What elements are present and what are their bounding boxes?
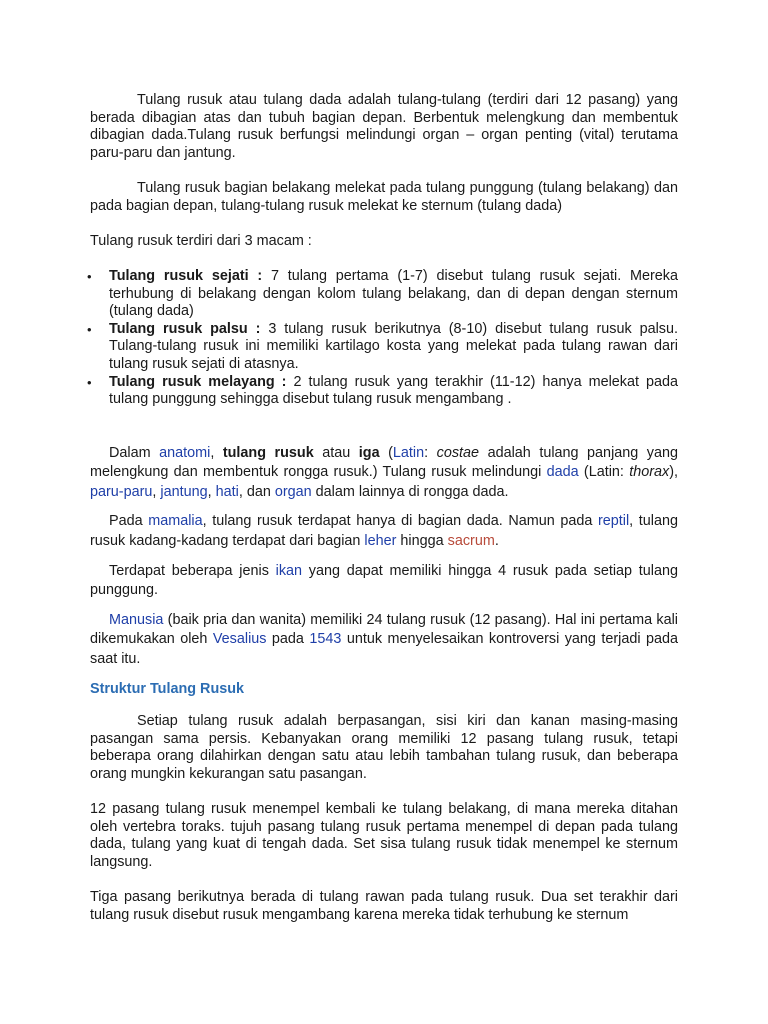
link-leher[interactable]: leher (364, 533, 397, 550)
wiki-paragraph-3: Terdapat beberapa jenis ikan yang dapat memiliki hingga 4 rusuk pada setiap tulang punggung. (90, 562, 678, 599)
section-heading: Struktur Tulang Rusuk (90, 680, 245, 697)
intro-paragraph-3: Tulang rusuk terdiri dari 3 macam : (90, 232, 312, 249)
link-jantung[interactable]: jantung (160, 483, 208, 500)
intro-paragraph-2: Tulang rusuk bagian belakang melekat pada tulang punggung (tulang belakang) dan pada bagian depan, tulang-tulang rusuk melekat ke sternum (tulang dada) (90, 179, 678, 214)
structure-paragraph-2: 12 pasang tulang rusuk menempel kembali ke tulang belakang, di mana mereka ditahan oleh vertebra toraks. tujuh pasang tulang rusuk pertama menempel di depan pada tulang dada, tulang yang kuat di tengah dada. Set sisa tulang rusuk tidak menempel ke sternum langsung. (90, 801, 678, 870)
list-term: Tulang rusuk sejati : (109, 267, 263, 284)
list-desc: 2 tulang rusuk yang terakhir (11-12) hanya melekat pada tulang punggung sehingga disebut tulang rusuk mengambang . (109, 373, 678, 408)
link-paru-paru[interactable]: paru-paru (90, 483, 153, 500)
wiki-paragraph-1: Dalam anatomi, tulang rusuk atau iga (Latin: costae adalah tulang panjang yang melengkung dan membentuk rongga rusuk.) Tulang rusuk melindungi dada (Latin: thorax), paru-paru, jantung, hati, dan organ dalam lainnya di rongga dada. (90, 444, 678, 500)
link-ikan[interactable]: ikan (275, 562, 303, 579)
rib-types-list (87, 267, 679, 409)
link-organ[interactable]: organ (274, 483, 312, 500)
bullet-icon: • (87, 268, 92, 284)
list-desc: 3 tulang rusuk berikutnya (8-10) disebut tulang rusuk palsu. Tulang-tulang rusuk ini memiliki kartilago kosta yang melekat pada tulang rawan dari tulang rusuk sejati di atasnya. (109, 320, 679, 372)
bullet-icon: • (87, 321, 92, 337)
link-latin[interactable]: Latin (392, 444, 425, 461)
wiki-section (90, 444, 678, 700)
link-manusia[interactable]: Manusia (109, 611, 164, 628)
link-sacrum[interactable]: sacrum (447, 533, 495, 550)
list-item (87, 267, 678, 321)
link-anatomi[interactable]: anatomi (159, 444, 211, 461)
structure-paragraph-1: Setiap tulang rusuk adalah berpasangan, sisi kiri dan kanan masing-masing pasangan sama persis. Kebanyakan orang memiliki 12 pasang tulang rusuk, tetapi beberapa orang dilahirkan dengan satu atau lebih tambahan tulang rusuk, dan beberapa orang mungkin kekurangan satu pasangan. (90, 713, 678, 782)
wiki-paragraph-2: Pada mamalia, tulang rusuk terdapat hanya di bagian dada. Namun pada reptil, tulang rusuk kadang-kadang terdapat dari bagian leher hingga sacrum. (90, 513, 678, 550)
link-reptil[interactable]: reptil (597, 513, 630, 530)
document-body (87, 92, 679, 924)
link-hati[interactable]: hati (215, 483, 239, 500)
link-mamalia[interactable]: mamalia (148, 513, 203, 530)
structure-paragraph-3: Tiga pasang berikutnya berada di tulang rawan pada tulang rusuk. Dua set terakhir dari tulang rusuk disebut rusuk mengambang karena mereka tidak terhubung ke sternum (90, 889, 678, 923)
list-desc: 7 tulang pertama (1-7) disebut tulang rusuk sejati. Mereka terhubung di belakang dengan kolom tulang belakang, dan di depan dengan sternum (tulang dada) (109, 267, 678, 320)
intro-paragraph-1: Tulang rusuk atau tulang dada adalah tulang-tulang (terdiri dari 12 pasang) yang berada dibagian atas dan tubuh bagian depan. Berbentuk melengkung dan membentuk dibagian dada.Tulang rusuk berfungsi melindungi organ – organ penting (vital) terutama paru-paru dan jantung. (90, 92, 678, 161)
list-item (87, 320, 679, 374)
link-dada[interactable]: dada (546, 464, 579, 481)
link-1543[interactable]: 1543 (309, 631, 342, 648)
bullet-icon: • (87, 374, 92, 390)
list-term: Tulang rusuk melayang : (109, 373, 287, 390)
list-item (87, 373, 678, 409)
link-vesalius[interactable]: Vesalius (212, 631, 267, 648)
wiki-paragraph-4: Manusia (baik pria dan wanita) memiliki 24 tulang rusuk (12 pasang). Hal ini pertama kali dikemukakan oleh Vesalius pada 1543 untuk menyelesaikan kontroversi yang terjadi pada saat itu. (90, 611, 678, 668)
list-term: Tulang rusuk palsu : (109, 320, 261, 337)
